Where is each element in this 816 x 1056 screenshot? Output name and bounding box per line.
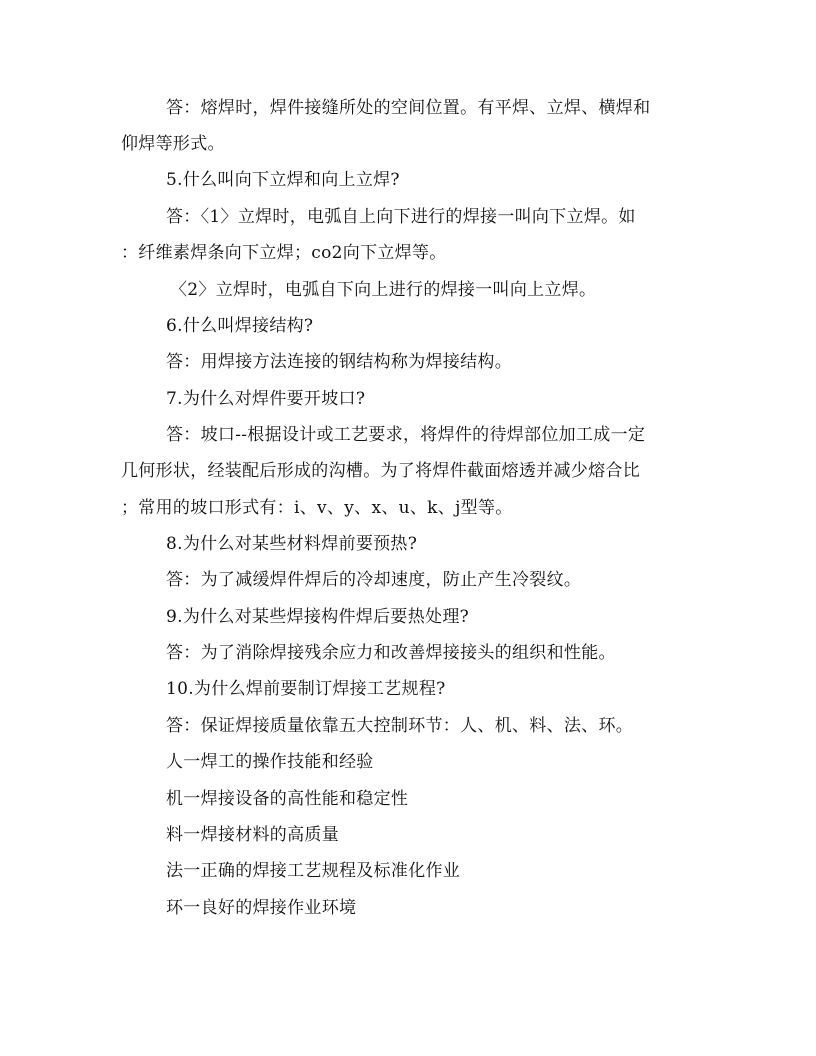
answer-7-line-1: 答：坡口--根据设计或工艺要求，将焊件的待焊部位加工成一定 xyxy=(166,425,646,445)
answer-5-line-1: 答：〈1〉立焊时，电弧自上向下进行的焊接一叫向下立焊。如 xyxy=(166,207,636,227)
answer-welding-position-line-1: 答：熔焊时，焊件接缝所处的空间位置。有平焊、立焊、横焊和 xyxy=(166,98,651,118)
question-5-heading: 5.什么叫向下立焊和向上立焊? xyxy=(166,170,400,190)
list-item-material: 料一焊接材料的高质量 xyxy=(166,825,339,845)
question-9-heading: 9.为什么对某些焊接构件焊后要热处理? xyxy=(166,607,470,627)
list-item-machine: 机一焊接设备的高性能和稳定性 xyxy=(166,789,409,809)
question-10-heading: 10.为什么焊前要制订焊接工艺规程? xyxy=(166,679,446,699)
answer-welding-position-line-2: 仰焊等形式。 xyxy=(121,134,225,154)
question-8-heading: 8.为什么对某些材料焊前要预热? xyxy=(166,534,418,554)
question-6-heading: 6.什么叫焊接结构? xyxy=(166,316,314,336)
list-item-environment: 环一良好的焊接作业环境 xyxy=(166,898,357,918)
answer-9: 答：为了消除焊接残余应力和改善焊接接头的组织和性能。 xyxy=(166,643,616,663)
answer-5-line-2: ：纤维素焊条向下立焊；co2向下立焊等。 xyxy=(121,243,447,263)
list-item-method: 法一正确的焊接工艺规程及标准化作业 xyxy=(166,861,461,881)
answer-10-intro: 答：保证焊接质量依靠五大控制环节：人、机、料、法、环。 xyxy=(166,716,634,736)
question-7-heading: 7.为什么对焊件要开坡口? xyxy=(166,389,366,409)
answer-8: 答：为了减缓焊件焊后的冷却速度，防止产生冷裂纹。 xyxy=(166,570,582,590)
answer-5-line-3: 〈2〉立焊时，电弧自下向上进行的焊接一叫向上立焊。 xyxy=(170,280,597,300)
answer-7-line-3: ；常用的坡口形式有：i、v、y、x、u、k、j型等。 xyxy=(121,498,513,518)
answer-6: 答：用焊接方法连接的钢结构称为焊接结构。 xyxy=(166,352,512,372)
list-item-person: 人一焊工的操作技能和经验 xyxy=(166,752,374,772)
answer-7-line-2: 几何形状，经装配后形成的沟槽。为了将焊件截面熔透并减少熔合比 xyxy=(121,461,640,481)
